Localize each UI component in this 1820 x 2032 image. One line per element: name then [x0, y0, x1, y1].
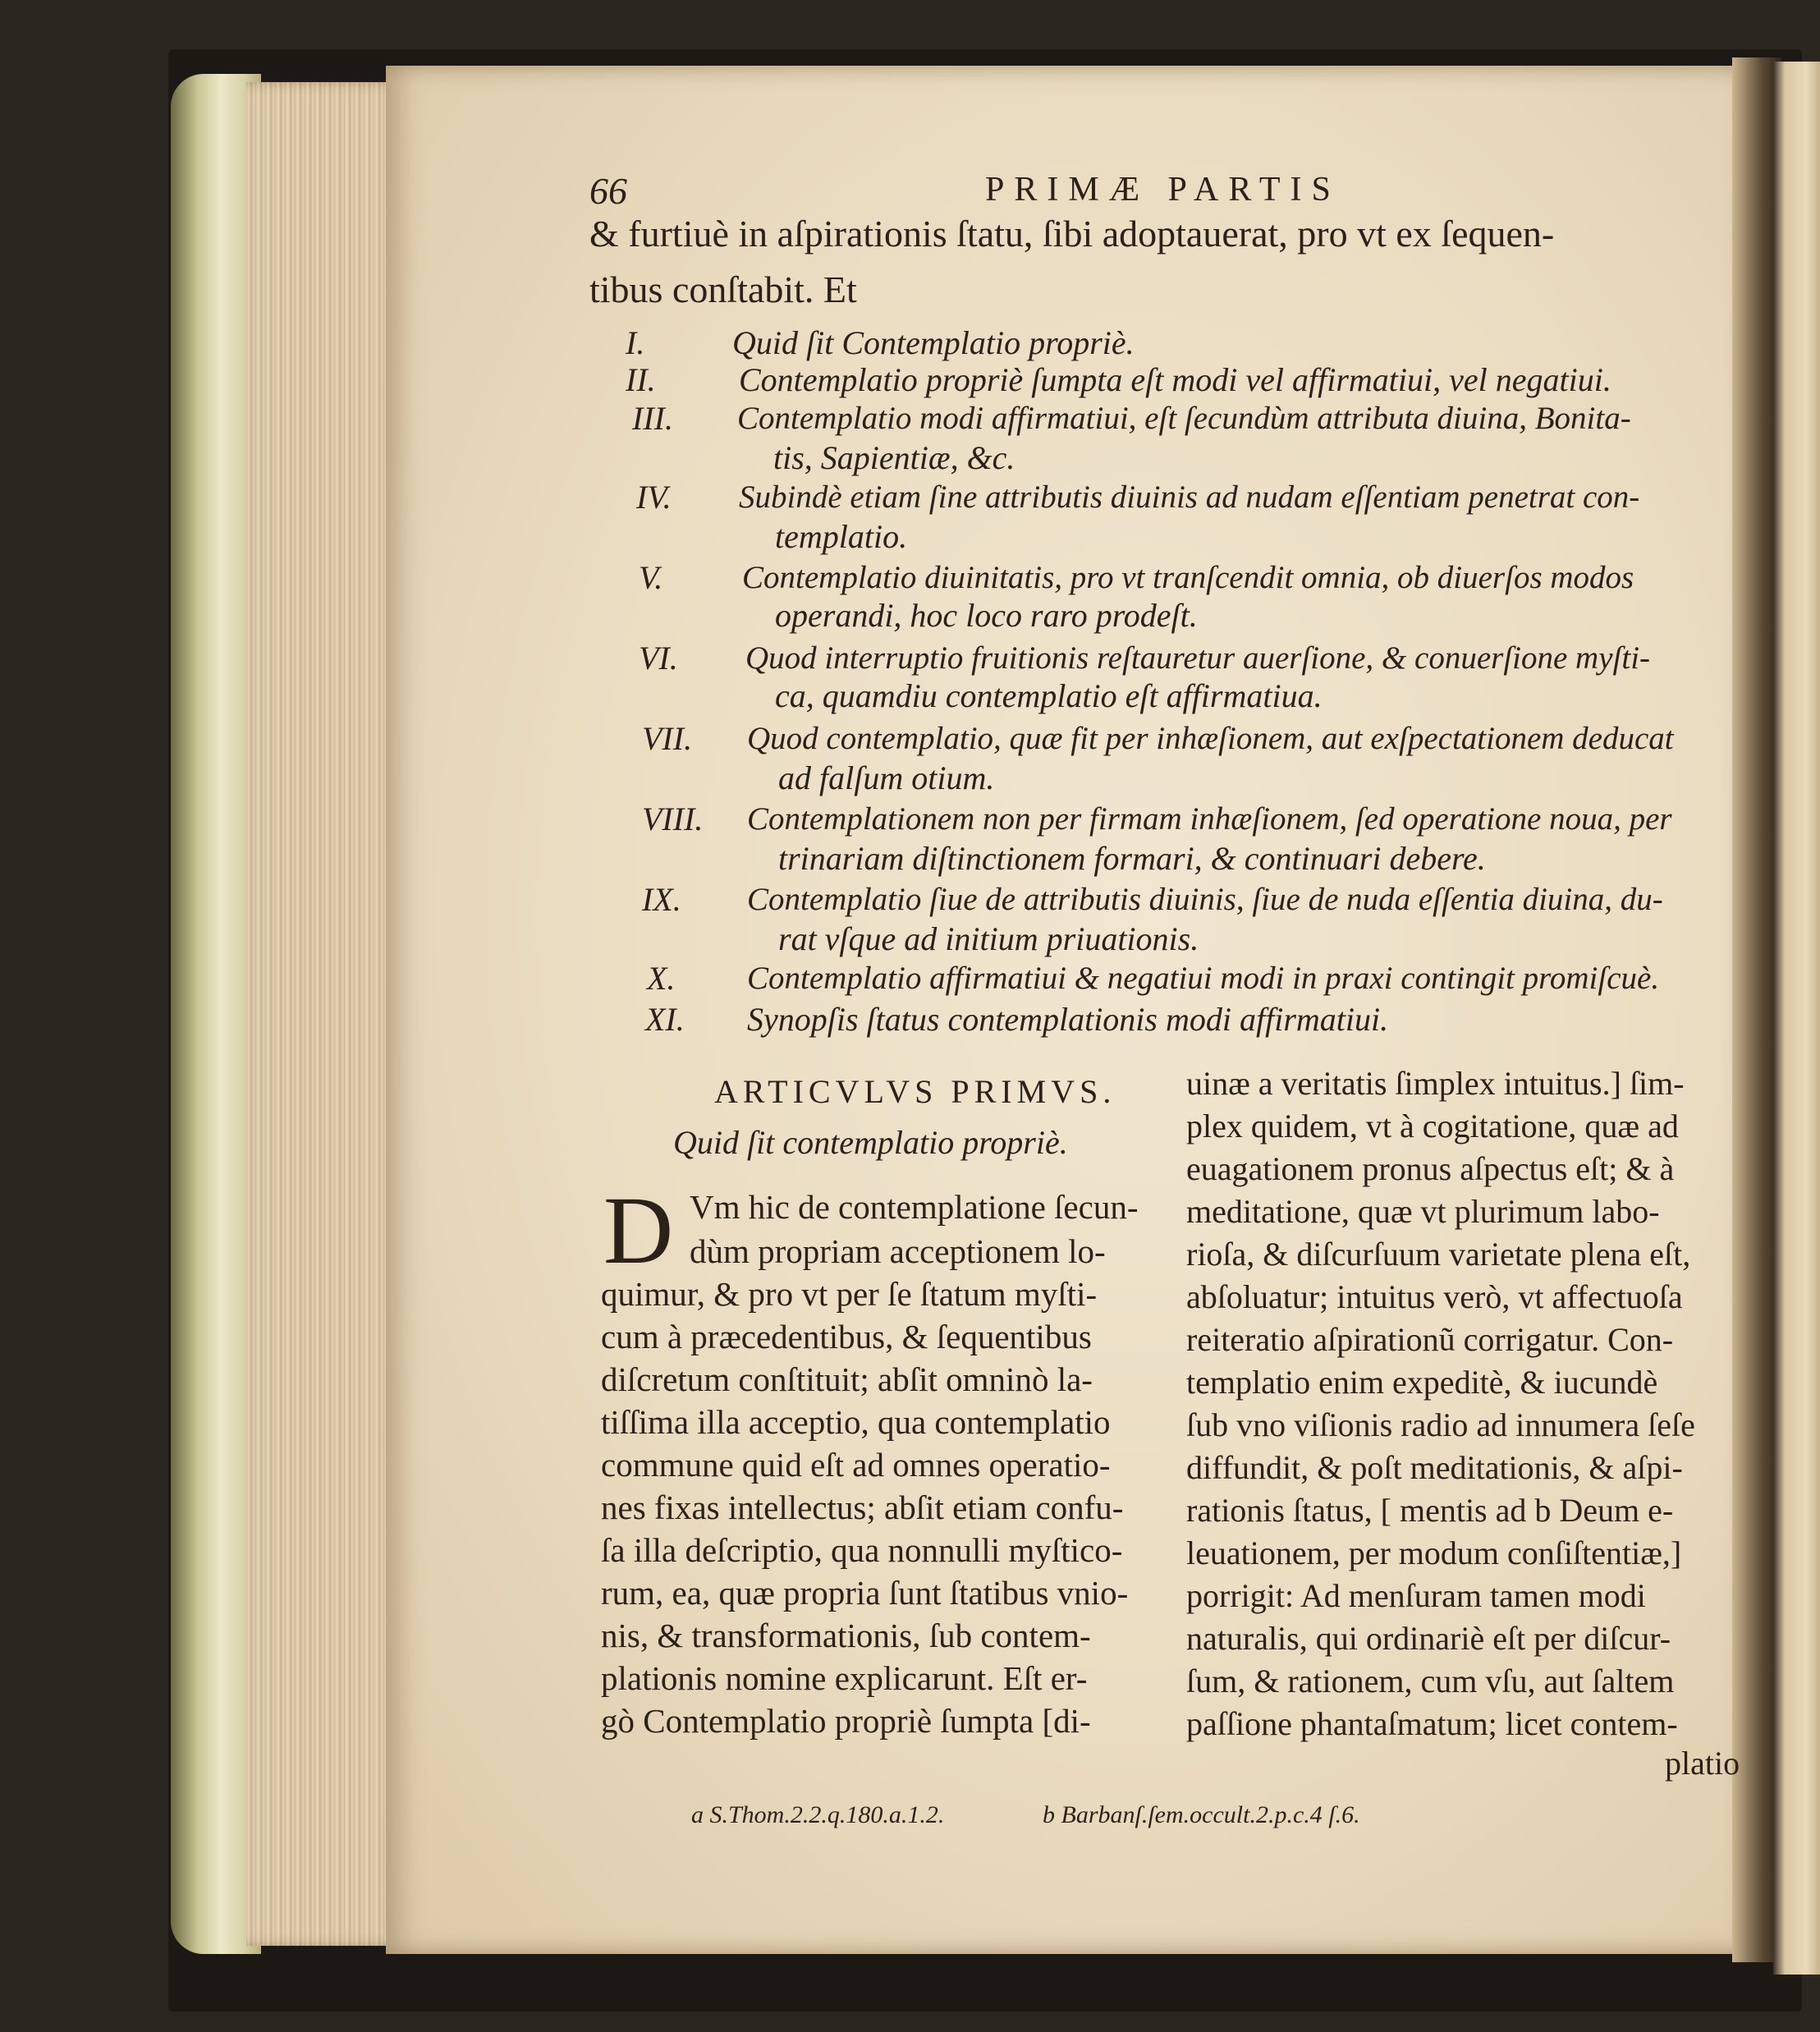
catchword: platio — [1665, 1745, 1740, 1782]
contents-entry: Contemplationem non per firmam inhæſionem, ſed operatione noua, per — [747, 801, 1672, 837]
body-line: euagationem pronus aſpectus eſt; & à — [1186, 1150, 1675, 1187]
body-line: naturalis, qui ordinariè eſt per diſcur- — [1186, 1620, 1671, 1657]
intro-line: & furtiuè in aſpirationis ſtatu, ſibi adoptauerat, pro vt ex ſequen- — [589, 213, 1555, 255]
contents-entry: Quod interruptio fruitionis reſtauretur auerſione, & conuerſione myſti- — [745, 640, 1651, 676]
contents-number: VII. — [642, 720, 693, 757]
body-line: porrigit: Ad menſuram tamen modi — [1186, 1577, 1646, 1614]
page-edges — [246, 82, 402, 1946]
body-line: commune quid eſt ad omnes operatio- — [601, 1446, 1111, 1484]
body-line: plex quidem, vt à cogitatione, quæ ad — [1186, 1108, 1679, 1144]
body-line: diffundit, & poſt meditationis, & aſpi- — [1186, 1449, 1683, 1486]
running-title: PRIMÆ PARTIS — [985, 171, 1341, 209]
drop-cap: D — [603, 1177, 674, 1284]
body-line: ſum, & rationem, cum vſu, aut ſaltem — [1186, 1663, 1675, 1699]
body-line: nes fixas intellectus; abſit etiam confu- — [601, 1488, 1124, 1526]
contents-number: X. — [647, 960, 676, 997]
body-line: ſub vno viſionis radio ad innumera ſeſe — [1186, 1406, 1695, 1443]
body-line: nis, & transformationis, ſub contem- — [601, 1617, 1091, 1654]
contents-entry: Quid ſit Contemplatio propriè. — [732, 324, 1135, 361]
contents-entry: Quod contemplatio, quæ fit per inhæſionem, aut exſpectationem deducat — [747, 721, 1674, 756]
contents-number: VI. — [639, 640, 678, 677]
contents-entry: rat vſque ad initium priuationis. — [778, 920, 1199, 957]
body-line: tiſſima illa acceptio, qua contemplatio — [601, 1403, 1111, 1441]
body-line: plationis nomine explicarunt. Eſt er- — [601, 1659, 1088, 1697]
contents-entry: Synopſis ſtatus contemplationis modi affirmatiui. — [747, 1001, 1389, 1038]
contents-entry: Contemplatio diuinitatis, pro vt tranſcendit omnia, ob diuerſos modos — [742, 560, 1634, 595]
contents-number: II. — [626, 361, 656, 398]
contents-entry: ca, quamdiu contemplatio eſt affirmatiua. — [775, 677, 1323, 714]
body-line: templatio enim expeditè, & iucundè — [1186, 1364, 1658, 1401]
contents-number: III. — [632, 400, 673, 437]
contents-entry: Contemplatio ſiue de attributis diuinis, ſiue de nuda eſſentia diuina, du- — [747, 882, 1663, 917]
intro-line: tibus conſtabit. Et — [589, 268, 857, 310]
body-line: cum à præcedentibus, & ſequentibus — [601, 1318, 1092, 1355]
body-line: leuationem, per modum conſiſtentiæ,] — [1186, 1534, 1682, 1571]
page-number: 66 — [589, 170, 627, 212]
body-line: meditatione, quæ vt plurimum labo- — [1186, 1193, 1660, 1230]
contents-number: VIII. — [642, 800, 704, 837]
body-line: abſoluatur; intuitus verò, vt affectuoſa — [1186, 1278, 1683, 1315]
body-line: ſa illa deſcriptio, qua nonnulli myſtico- — [601, 1531, 1123, 1569]
footnote-b: b Barbanſ.ſem.occult.2.p.c.4 ſ.6. — [1043, 1801, 1360, 1828]
article-heading: ARTICVLVS PRIMVS. — [714, 1073, 1116, 1110]
contents-entry: Contemplatio modi affirmatiui, eſt ſecundùm attributa diuina, Bonita- — [737, 401, 1631, 436]
contents-number: I. — [626, 324, 645, 361]
footnote-a: a S.Thom.2.2.q.180.a.1.2. — [691, 1801, 945, 1828]
contents-entry: tis, Sapientiæ, &c. — [773, 439, 1015, 476]
contents-entry: Contemplatio affirmatiui & negatiui modi in praxi contingit promiſcuè. — [747, 961, 1660, 996]
body-line: diſcretum conſtituit; abſit omninò la- — [601, 1360, 1093, 1398]
body-line: dùm propriam acceptionem lo- — [690, 1232, 1106, 1270]
contents-entry: Contemplatio propriè ſumpta eſt modi vel affirmatiui, vel negatiui. — [739, 361, 1611, 398]
body-line: rationis ſtatus, [ mentis ad b Deum e- — [1186, 1492, 1674, 1529]
facing-page-edge — [1773, 62, 1820, 1975]
contents-entry: templatio. — [775, 518, 908, 555]
body-line: reiteratio aſpirationũ corrigatur. Con- — [1186, 1321, 1674, 1358]
body-line: gò Contemplatio propriè ſumpta [di- — [601, 1702, 1091, 1740]
contents-number: XI. — [645, 1001, 685, 1038]
contents-entry: trinariam diſtinctionem formari, & continuari debere. — [778, 840, 1486, 877]
body-line: paſſione phantaſmatum; licet contem- — [1186, 1705, 1678, 1742]
contents-number: IX. — [642, 881, 681, 918]
body-line: rum, ea, quæ propria ſunt ſtatibus vnio- — [601, 1574, 1129, 1612]
body-line: uinæ a veritatis ſimplex intuitus.] ſim- — [1186, 1065, 1685, 1102]
body-line: quimur, & pro vt per ſe ſtatum myſti- — [601, 1275, 1098, 1313]
contents-entry: ad falſum otium. — [778, 759, 995, 796]
article-subheading: Quid ſit contemplatio propriè. — [673, 1124, 1068, 1161]
body-line: Vm hic de contemplatione ſecun- — [690, 1188, 1139, 1226]
contents-number: IV. — [636, 479, 672, 516]
contents-entry: operandi, hoc loco raro prodeſt. — [775, 597, 1198, 634]
contents-number: V. — [639, 559, 663, 596]
body-line: rioſa, & diſcurſuum varietate plena eſt, — [1186, 1236, 1691, 1273]
contents-entry: Subindè etiam ſine attributis diuinis ad nudam eſſentiam penetrat con- — [739, 479, 1640, 515]
